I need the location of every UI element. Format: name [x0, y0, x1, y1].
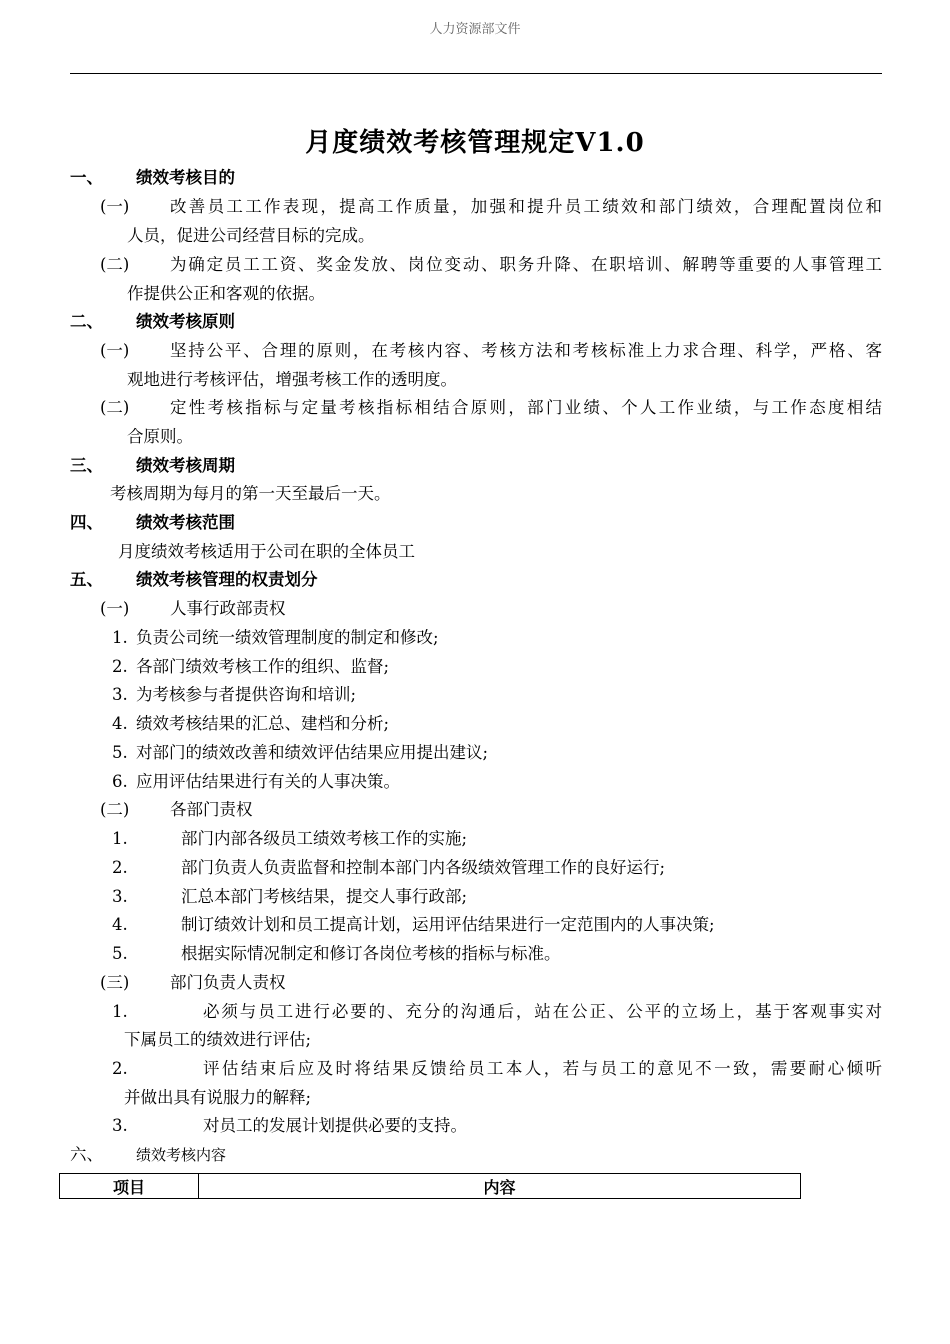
- s2-item1-line2: 观地进行考核评估，增强考核工作的透明度。: [127, 370, 457, 389]
- table-header-item: 项目: [60, 1174, 199, 1199]
- s5a-item-1-num: 1.: [112, 628, 128, 647]
- section-6-title: 绩效考核内容: [136, 1146, 227, 1164]
- s2-item2-line1: 定性考核指标与定量考核指标相结合原则，部门业绩、个人工作业绩，与工作态度相结: [170, 398, 882, 417]
- document-header: 人力资源部文件: [429, 22, 521, 37]
- section-1-number: 一、: [70, 168, 103, 187]
- document-title: 月度绩效考核管理规定V1.0: [305, 128, 645, 158]
- s5a-item-4-text: 绩效考核结果的汇总、建档和分析;: [136, 714, 390, 733]
- s5a-item-4-num: 4.: [112, 714, 128, 733]
- s5b-item-3-num: 3.: [112, 887, 128, 906]
- table-header-row: [60, 1174, 801, 1199]
- s5b-item-1-num: 1.: [112, 829, 128, 848]
- s2-item2-label: (二): [100, 398, 130, 417]
- s5a-item-1-text: 负责公司统一绩效管理制度的制定和修改;: [136, 628, 439, 647]
- s5c-item-1-line1: 必须与员工进行必要的、充分的沟通后，站在公正、公平的立场上，基于客观事实对: [203, 1002, 882, 1021]
- s5b-item-2-num: 2.: [112, 858, 128, 877]
- section-4-text: 月度绩效考核适用于公司在职的全体员工: [118, 542, 415, 561]
- s2-item1-label: (一): [100, 341, 130, 360]
- s2-item2-line2: 合原则。: [127, 427, 193, 446]
- section-6-number: 六、: [70, 1145, 103, 1164]
- s5a-item-2-num: 2.: [112, 657, 128, 676]
- s5a-item-5-text: 对部门的绩效改善和绩效评估结果应用提出建议;: [136, 743, 489, 762]
- section-4-number: 四、: [70, 513, 103, 532]
- s5a-item-2-text: 各部门绩效考核工作的组织、监督;: [136, 657, 390, 676]
- s5a-title: 人事行政部责权: [170, 599, 286, 618]
- s5c-label: (三): [100, 973, 130, 992]
- section-4-title: 绩效考核范围: [136, 513, 235, 532]
- table-header-content: 内容: [199, 1174, 801, 1199]
- s5a-item-6-text: 应用评估结果进行有关的人事决策。: [136, 772, 400, 791]
- section-1-title: 绩效考核目的: [136, 168, 235, 187]
- header-divider: [70, 73, 882, 74]
- s5b-label: (二): [100, 800, 130, 819]
- s5a-label: (一): [100, 599, 130, 618]
- s1-item1-label: (一): [100, 197, 130, 216]
- s1-item2-line2: 作提供公正和客观的依据。: [127, 284, 325, 303]
- s5b-item-2-text: 部门负责人负责监督和控制本部门内各级绩效管理工作的良好运行;: [181, 858, 666, 877]
- s5c-item-3-line1: 对员工的发展计划提供必要的支持。: [203, 1116, 467, 1135]
- section-5-title: 绩效考核管理的权责划分: [136, 570, 318, 589]
- s1-item2-line1: 为确定员工工资、奖金发放、岗位变动、职务升降、在职培训、解聘等重要的人事管理工: [170, 255, 882, 274]
- s5b-item-4-text: 制订绩效计划和员工提高计划，运用评估结果进行一定范围内的人事决策;: [181, 915, 715, 934]
- s5b-title: 各部门责权: [170, 800, 253, 819]
- section-5-number: 五、: [70, 570, 103, 589]
- s5b-item-3-text: 汇总本部门考核结果，提交人事行政部;: [181, 887, 468, 906]
- section-3-title: 绩效考核周期: [136, 456, 235, 475]
- s1-item1-line2: 人员，促进公司经营目标的完成。: [127, 226, 375, 245]
- s5c-item-2-line2: 并做出具有说服力的解释;: [124, 1088, 312, 1107]
- content-table: [59, 1173, 801, 1199]
- section-3-text: 考核周期为每月的第一天至最后一天。: [110, 484, 391, 503]
- section-3-number: 三、: [70, 456, 103, 475]
- s5a-item-5-num: 5.: [112, 743, 128, 762]
- s5b-item-1-text: 部门内部各级员工绩效考核工作的实施;: [181, 829, 468, 848]
- s5c-title: 部门负责人责权: [170, 973, 286, 992]
- s5c-item-3-num: 3.: [112, 1116, 128, 1135]
- section-2-number: 二、: [70, 312, 103, 331]
- s5c-item-2-num: 2.: [112, 1059, 128, 1078]
- s5a-item-3-text: 为考核参与者提供咨询和培训;: [136, 685, 357, 704]
- s5b-item-5-text: 根据实际情况制定和修订各岗位考核的指标与标准。: [181, 944, 561, 963]
- s5c-item-1-line2: 下属员工的绩效进行评估;: [124, 1030, 312, 1049]
- s2-item1-line1: 坚持公平、合理的原则，在考核内容、考核方法和考核标准上力求合理、科学，严格、客: [170, 341, 882, 360]
- s5c-item-2-line1: 评估结束后应及时将结果反馈给员工本人，若与员工的意见不一致，需要耐心倾听: [203, 1059, 882, 1078]
- s1-item2-label: (二): [100, 255, 130, 274]
- s5b-item-4-num: 4.: [112, 915, 128, 934]
- s5a-item-3-num: 3.: [112, 685, 128, 704]
- s1-item1-line1: 改善员工工作表现，提高工作质量，加强和提升员工绩效和部门绩效，合理配置岗位和: [170, 197, 882, 216]
- s5a-item-6-num: 6.: [112, 772, 128, 791]
- section-2-title: 绩效考核原则: [136, 312, 235, 331]
- s5c-item-1-num: 1.: [112, 1002, 128, 1021]
- s5b-item-5-num: 5.: [112, 944, 128, 963]
